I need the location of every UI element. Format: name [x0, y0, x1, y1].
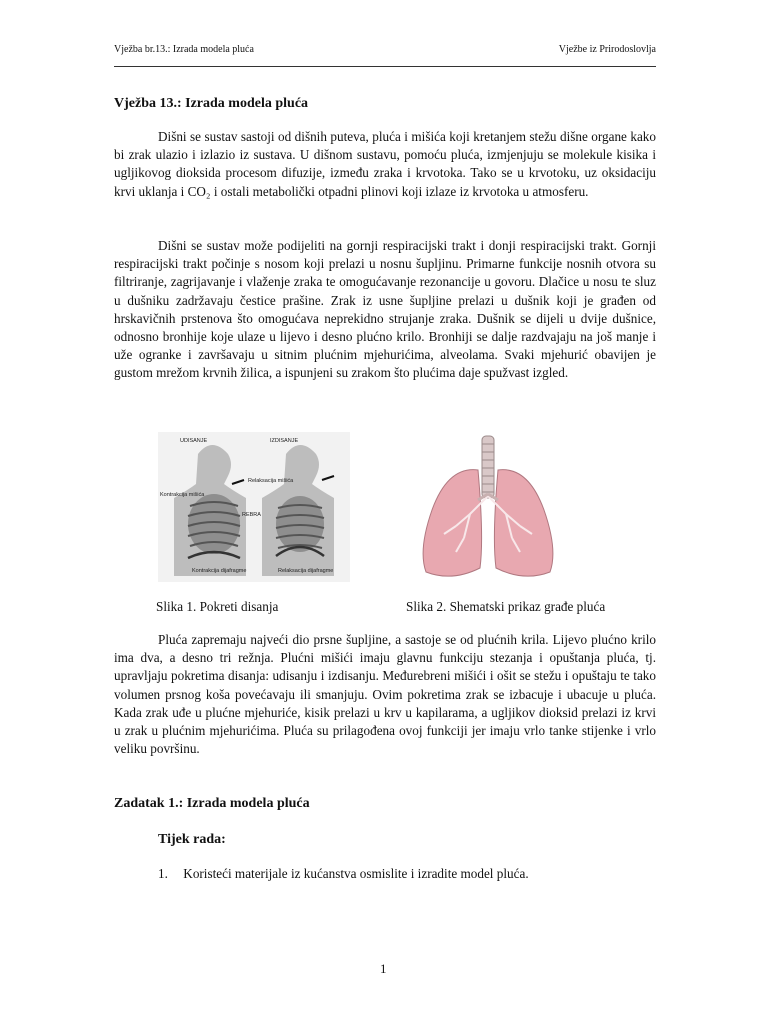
label-relaksacija-misica: Relaksacija mišića	[248, 478, 294, 484]
paragraph-respiratory-tract: Dišni se sustav može podijeliti na gornji respiracijski trakt i donji respiracijski trakt. Gornji respiracijski trakt počinje s nosom koji prelazi u nosnu šupljinu. Primarne funkcije nosnih otvora su filtriranje, zagrijavanje i vlaženje zraka te omogućavanje rezonancije u govoru. Dlačice u nosu te sluz u dušniku zadržavaju čestice prašine. Zrak iz usne šupljine prelazi u dušnik koji je građen od hrskavičnih prstenova što omogućava neprekidno strujanje zraka. Dušnik se dijeli u dvije dušnice, odnosno bronhije koje ulaze u lijevo i desno plućno krilo. Bronhiji se dalje razdvajaju na još manje i uže ogranke i završavaju u sitnim plućnim mjehurićima, alveolama. Svaki mjehurić obavijen je gustom mrežom krvnih žilica, a ispunjeni su zrakom što plućima daje spužvast izgled.	[114, 238, 656, 381]
label-kontrakcija-misica: Kontrakcija mišića	[160, 492, 205, 498]
paragraph-lungs: Pluća zapremaju najveći dio prsne šupljine, a sastoje se od plućnih krila. Lijevo plućno krilo ima dva, a desno tri režnja. Plućni mišići imaju glavnu funkciju stezanja i opuštanja pluća, tj. upravljaju pokretima disanja: udisanju i izdisanju. Međurebreni mišići i ošit se stežu i opuštaju te tako volumen prsnog koša povećavaju ili smanjuju. Ovim pokretima zrak se izbacuje i ubacuje u pluća. Kada zrak uđe u plućne mjehuriće, kisik prelazi u krv u kapilarama, a ugljikov dioksid prelazi iz krvi u zrak u plućnim mjehurićima. Pluća su prilagođena ovoj funkciji jer imaju vrlo tanke stijenke i vrlo veliku površinu.	[114, 632, 656, 757]
breathing-diagram-icon	[158, 432, 350, 582]
lungs-icon	[416, 434, 560, 582]
header-right: Vježbe iz Prirodoslovlja	[558, 44, 656, 55]
paragraph-intro: Dišni se sustav sastoji od dišnih puteva, pluća i mišića koji kretanjem stežu dišne organe kako bi zrak ulazio i izlazio iz sustava. U dišnom sustavu, pomoću pluća, izmjenjuju se molekule kisika i ugljikovog dioksida procesom difuzije, između zraka i krvotoka. Tako se u krvotoku, uz oksidaciju krvi uklanja i CO₂ i ostali metabolički otpadni plinovi koji izlaze iz krvotoka u atmosferu.	[114, 129, 656, 199]
task-step	[158, 866, 529, 882]
label-udisanje: UDISANJE	[180, 438, 208, 444]
label-kontrakcija-dijafragme: Kontrakcija dijafragme	[192, 568, 247, 574]
figure-breathing-movements	[158, 432, 350, 582]
task-step-number: 1.	[158, 866, 168, 881]
label-izdisanje: IZDISANJE	[270, 438, 299, 444]
label-relaksacija-dijafragme: Relaksacija dijafragme	[278, 568, 334, 574]
header-left: Vježba br.13.: Izrada modela pluća	[114, 44, 254, 55]
exercise-title: Vježba 13.: Izrada modela pluća	[114, 96, 309, 111]
figure-lungs-schematic	[416, 434, 560, 582]
figure1-caption: Slika 1. Pokreti disanja	[156, 599, 279, 614]
task-subtitle: Tijek rada:	[158, 832, 226, 847]
page-number: 1	[380, 961, 387, 976]
task-step-text: Koristeći materijale iz kućanstva osmislite i izradite model pluća.	[183, 866, 529, 881]
task-title: Zadatak 1.: Izrada modela pluća	[114, 796, 310, 811]
header-rule	[114, 66, 656, 67]
figure2-caption: Slika 2. Shematski prikaz građe pluća	[406, 599, 606, 614]
page-header	[114, 44, 656, 55]
label-rebra: REBRA	[242, 512, 261, 518]
